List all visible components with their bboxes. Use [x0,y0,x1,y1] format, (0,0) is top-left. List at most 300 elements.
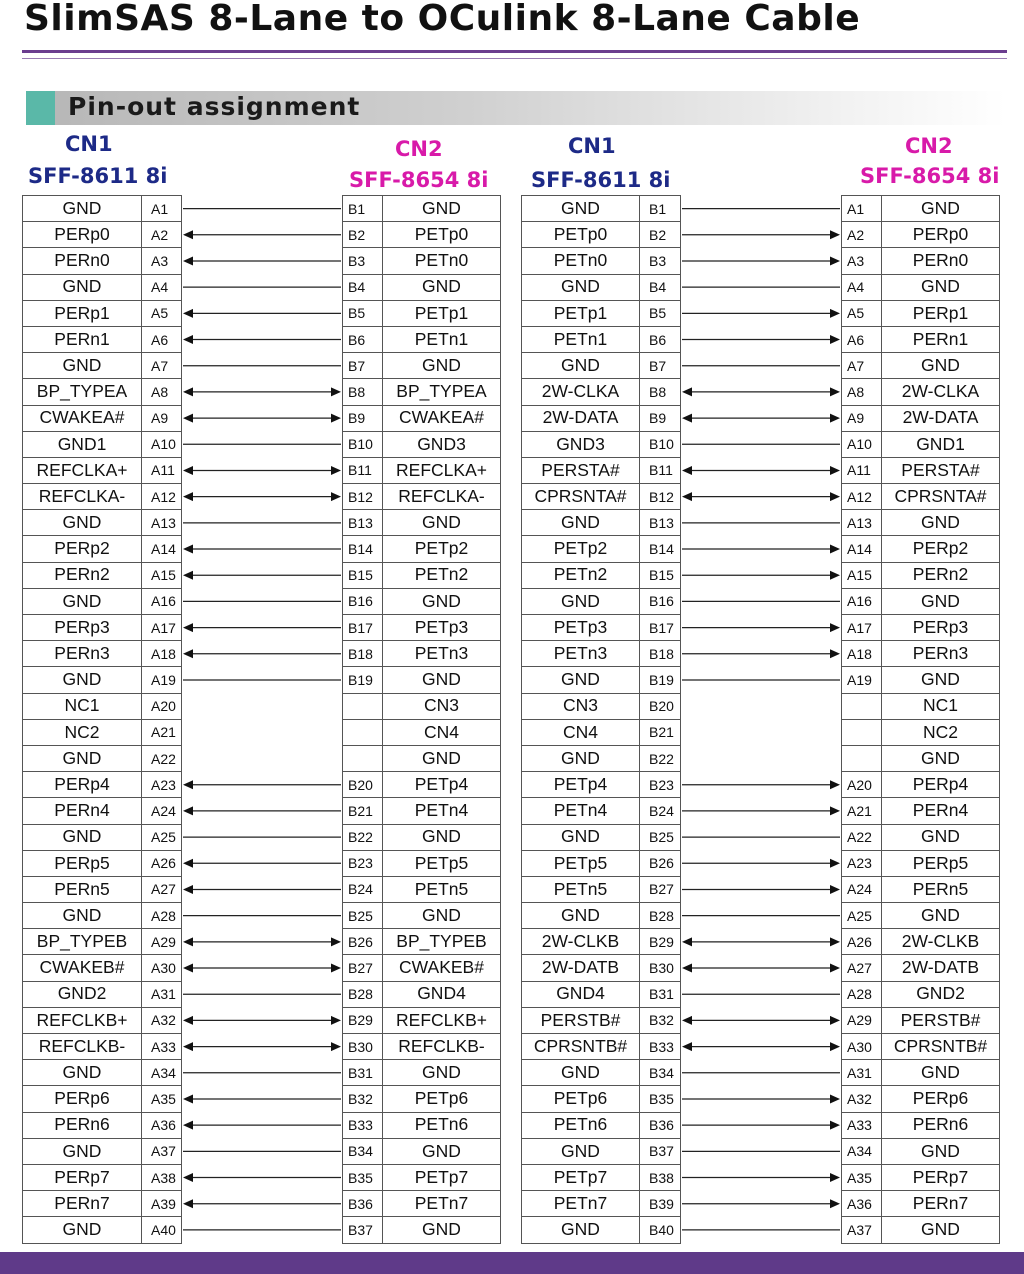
left-cn2-label: CN2 [395,137,443,161]
signal-name: GND [522,1060,640,1086]
pin-number: A5 [142,300,182,326]
signal-connection [183,1173,341,1182]
pin-number: A39 [142,1191,182,1217]
pin-number: A20 [142,693,182,719]
page-title: SlimSAS 8-Lane to OCulink 8-Lane Cable [24,0,861,39]
signal-name: PERn4 [882,798,1000,824]
signal-name: GND [383,667,501,693]
signal-connection [682,414,840,423]
pin-number: A25 [842,903,882,929]
pin-number: B31 [343,1060,383,1086]
signal-connection [682,466,840,475]
pin-number: A26 [142,850,182,876]
signal-connection [682,780,840,789]
signal-name: GND [522,824,640,850]
signal-connection [183,1121,341,1130]
pin-number: A13 [142,510,182,536]
signal-connection [183,649,341,658]
signal-name: GND [23,274,142,300]
signal-name: GND [383,745,501,771]
pin-number: B10 [343,431,383,457]
pin-number: B19 [343,667,383,693]
signal-name: PERp5 [23,850,142,876]
signal-connection [682,230,840,239]
signal-connection [682,492,840,501]
signal-name: GND [383,1060,501,1086]
signal-name: GND [23,588,142,614]
signal-name: REFCLKB- [383,1034,501,1060]
pin-number: B37 [640,1138,681,1164]
signal-name: 2W-DATB [522,955,640,981]
pin-number: A26 [842,929,882,955]
signal-name: GND [882,1138,1000,1164]
signal-name: GND1 [23,431,142,457]
signal-connection [682,1094,840,1103]
pin-number: B2 [640,222,681,248]
signal-name: PERn2 [882,562,1000,588]
pin-number: A33 [842,1112,882,1138]
pin-number: B13 [343,510,383,536]
signal-name: GND [522,274,640,300]
pin-number: B30 [640,955,681,981]
pin-number: A3 [142,248,182,274]
signal-connection [183,230,341,239]
pin-number: A36 [842,1191,882,1217]
signal-name: BP_TYPEB [383,929,501,955]
signal-name: CWAKEA# [23,405,142,431]
pin-number: A37 [142,1138,182,1164]
signal-connection [183,806,341,815]
pin-number: A2 [142,222,182,248]
pin-number: B34 [640,1060,681,1086]
pin-number: A27 [842,955,882,981]
pin-number: A15 [842,562,882,588]
signal-connection [682,256,840,265]
pin-number: B9 [640,405,681,431]
signal-name: PERn7 [23,1191,142,1217]
signal-name: PERp6 [882,1086,1000,1112]
signal-name: GND [882,667,1000,693]
pin-number: B15 [640,562,681,588]
signal-name: PETn1 [522,326,640,352]
signal-name: PERSTB# [522,1007,640,1033]
signal-name: PETp6 [522,1086,640,1112]
signal-name: GND [23,824,142,850]
signal-connection [183,309,341,318]
pin-number: A7 [142,353,182,379]
signal-connection [682,571,840,580]
signal-name: PERn1 [882,326,1000,352]
signal-name: GND [522,903,640,929]
signal-name: GND [522,667,640,693]
pin-number: A1 [142,196,182,222]
pin-number: B16 [343,588,383,614]
signal-name: PETn0 [383,248,501,274]
signal-name: GND [383,196,501,222]
signal-name: NC1 [23,693,142,719]
pin-number: B6 [343,326,383,352]
pin-number: A16 [842,588,882,614]
pin-number: A34 [142,1060,182,1086]
signal-name: PERn5 [23,876,142,902]
signal-name: PERp4 [882,772,1000,798]
pin-number: A4 [842,274,882,300]
pin-number: A10 [842,431,882,457]
signal-name: PERn2 [23,562,142,588]
signal-name: GND [882,510,1000,536]
pin-number: A24 [142,798,182,824]
pin-number: B32 [640,1007,681,1033]
signal-name: GND [23,667,142,693]
signal-name: CPRSNTA# [882,484,1000,510]
signal-name: PETn4 [383,798,501,824]
footer-bar [0,1252,1024,1274]
signal-name: GND [23,903,142,929]
signal-name: PERp0 [882,222,1000,248]
signal-name: GND [882,903,1000,929]
pin-number: B35 [343,1164,383,1190]
pin-number: B17 [343,615,383,641]
signal-connection [183,387,341,396]
pin-number: B32 [343,1086,383,1112]
pin-number: B14 [640,536,681,562]
signal-name: GND [882,353,1000,379]
pin-number: B11 [343,457,383,483]
signal-name: GND [23,353,142,379]
signal-name: GND2 [882,981,1000,1007]
signal-name: CWAKEB# [383,955,501,981]
signal-connection [183,780,341,789]
pin-number: B8 [640,379,681,405]
signal-name: PERSTB# [882,1007,1000,1033]
signal-name: 2W-DATA [882,405,1000,431]
signal-connection [183,1042,341,1051]
pin-number: A35 [842,1164,882,1190]
pin-number: A19 [842,667,882,693]
pin-number: B9 [343,405,383,431]
pin-number: A37 [842,1217,882,1243]
right-cn2-type: SFF-8654 8i [860,164,1000,188]
pin-number: B24 [343,876,383,902]
pin-number: B27 [640,876,681,902]
signal-name: GND [383,903,501,929]
signal-connection [682,964,840,973]
pin-number: A5 [842,300,882,326]
signal-name: 2W-CLKB [522,929,640,955]
signal-connection [183,859,341,868]
pin-number: A19 [142,667,182,693]
signal-name: GND [882,274,1000,300]
signal-name: GND [23,1217,142,1243]
pin-number: A30 [842,1034,882,1060]
pin-number: B12 [343,484,383,510]
signal-connection [183,256,341,265]
pin-number: A33 [142,1034,182,1060]
signal-name: GND [522,1217,640,1243]
signal-name: PETn7 [522,1191,640,1217]
pin-number: A32 [142,1007,182,1033]
pin-number: B31 [640,981,681,1007]
signal-name: GND3 [522,431,640,457]
pin-number: B39 [640,1191,681,1217]
signal-name: PERp3 [23,615,142,641]
signal-name: 2W-CLKB [882,929,1000,955]
pin-number: B18 [640,641,681,667]
signal-name: PETn2 [383,562,501,588]
signal-connection [183,545,341,554]
pin-number: B19 [640,667,681,693]
signal-name: GND [522,745,640,771]
left-cn1-label: CN1 [65,132,113,156]
pin-number: B36 [640,1112,681,1138]
pin-number: B2 [343,222,383,248]
signal-name: GND [383,274,501,300]
pin-number: B23 [640,772,681,798]
pin-number: B36 [343,1191,383,1217]
signal-name: PERn4 [23,798,142,824]
signal-name: PETp4 [383,772,501,798]
signal-name: BP_TYPEB [23,929,142,955]
pin-number: B7 [343,353,383,379]
pin-number: A23 [142,772,182,798]
pin-number: B21 [343,798,383,824]
signal-name: GND [882,588,1000,614]
signal-name: CPRSNTB# [522,1034,640,1060]
pin-number: B8 [343,379,383,405]
signal-name: PERp7 [882,1164,1000,1190]
section-title: Pin-out assignment [68,92,361,121]
pin-number: B20 [640,693,681,719]
pin-number: A30 [142,955,182,981]
signal-connection [183,623,341,632]
signal-connection [682,387,840,396]
signal-name: GND [383,510,501,536]
signal-name: PERp4 [23,772,142,798]
pin-number: B5 [343,300,383,326]
signal-name: PETp0 [522,222,640,248]
signal-name: PERn3 [882,641,1000,667]
pin-number: A8 [842,379,882,405]
signal-name: PETp0 [383,222,501,248]
signal-name: NC1 [882,693,1000,719]
signal-name: CN3 [383,693,501,719]
pin-number: A6 [842,326,882,352]
pin-number: A31 [142,981,182,1007]
pin-number: B40 [640,1217,681,1243]
pin-number: A22 [142,745,182,771]
signal-name: PETn0 [522,248,640,274]
signal-name: PERp2 [23,536,142,562]
signal-name: GND [23,745,142,771]
pin-number: A1 [842,196,882,222]
signal-name: CWAKEA# [383,405,501,431]
pin-number: B38 [640,1164,681,1190]
signal-name: PERSTA# [882,457,1000,483]
signal-name: CPRSNTA# [522,484,640,510]
pin-number: A35 [142,1086,182,1112]
signal-name: PERp6 [23,1086,142,1112]
pin-number: A4 [142,274,182,300]
signal-name: CN3 [522,693,640,719]
signal-connection [183,1199,341,1208]
pin-number: A14 [142,536,182,562]
pin-number: A9 [142,405,182,431]
pin-number: B3 [343,248,383,274]
signal-name: GND [882,745,1000,771]
signal-name: GND3 [383,431,501,457]
signal-connection [183,1016,341,1025]
pin-number: B5 [640,300,681,326]
signal-name: PERn1 [23,326,142,352]
signal-name: NC2 [23,719,142,745]
pin-number: B28 [343,981,383,1007]
pin-number: A31 [842,1060,882,1086]
pin-number: B16 [640,588,681,614]
signal-name: CN4 [383,719,501,745]
signal-name: PERp3 [882,615,1000,641]
signal-name: PETn5 [383,876,501,902]
signal-name: PETn6 [383,1112,501,1138]
right-cn1-label: CN1 [568,134,616,158]
signal-name: PETn4 [522,798,640,824]
pin-number: A6 [142,326,182,352]
pin-number: A24 [842,876,882,902]
pin-number: B28 [640,903,681,929]
signal-name: PERp7 [23,1164,142,1190]
pin-number: A38 [142,1164,182,1190]
signal-name: CPRSNTB# [882,1034,1000,1060]
signal-name: GND [522,1138,640,1164]
signal-name: PETn5 [522,876,640,902]
pin-number: B33 [343,1112,383,1138]
signal-name: CN4 [522,719,640,745]
pin-number: B10 [640,431,681,457]
signal-connection [183,937,341,946]
pin-number: A8 [142,379,182,405]
pin-number: A17 [142,615,182,641]
signal-connection [183,335,341,344]
pin-number: B6 [640,326,681,352]
signal-connection [183,492,341,501]
signal-connection [682,937,840,946]
pin-number: B22 [640,745,681,771]
pin-number: A40 [142,1217,182,1243]
signal-name: PETn3 [383,641,501,667]
pin-number: A21 [142,719,182,745]
signal-name: PERn3 [23,641,142,667]
pin-number: B24 [640,798,681,824]
pin-number: B29 [640,929,681,955]
right-cn1-type: SFF-8611 8i [531,168,671,192]
signal-name: GND4 [522,981,640,1007]
pin-number: A12 [842,484,882,510]
pin-number: B30 [343,1034,383,1060]
signal-name: PERn0 [23,248,142,274]
signal-connection [183,414,341,423]
signal-name: PETn6 [522,1112,640,1138]
pin-number: B7 [640,353,681,379]
signal-name: 2W-CLKA [882,379,1000,405]
signal-name: PETp7 [383,1164,501,1190]
pin-number: B22 [343,824,383,850]
signal-connection [682,545,840,554]
pin-number: B33 [640,1034,681,1060]
signal-name: GND [522,353,640,379]
signal-name: REFCLKB+ [383,1007,501,1033]
pin-number: A21 [842,798,882,824]
pin-number: A29 [142,929,182,955]
signal-name: GND1 [882,431,1000,457]
signal-connection [183,466,341,475]
pin-number: B1 [343,196,383,222]
pin-number: B14 [343,536,383,562]
signal-name: GND [383,1217,501,1243]
signal-name: REFCLKA+ [23,457,142,483]
pin-number: A11 [842,457,882,483]
signal-name: PETp1 [383,300,501,326]
signal-connection [682,859,840,868]
signal-name: GND [23,510,142,536]
pin-number: B35 [640,1086,681,1112]
pin-number: A7 [842,353,882,379]
pin-number: B20 [343,772,383,798]
signal-name: GND [23,196,142,222]
pin-number: B18 [343,641,383,667]
signal-connection [682,1016,840,1025]
pin-number: A17 [842,615,882,641]
signal-name: PERp2 [882,536,1000,562]
pin-number: A23 [842,850,882,876]
left-cn2-type: SFF-8654 8i [349,168,489,192]
signal-connection [183,885,341,894]
signal-connection [682,1173,840,1182]
pin-number: A29 [842,1007,882,1033]
pin-number: A9 [842,405,882,431]
signal-connection [682,806,840,815]
signal-connection [682,335,840,344]
signal-connection [682,1199,840,1208]
signal-name: PETp4 [522,772,640,798]
pin-number: A20 [842,772,882,798]
pin-number: B29 [343,1007,383,1033]
signal-name: GND [522,196,640,222]
signal-name: PERn5 [882,876,1000,902]
pin-number: B1 [640,196,681,222]
pin-number: A34 [842,1138,882,1164]
signal-name: GND [882,1060,1000,1086]
pin-number: A16 [142,588,182,614]
signal-name: GND [522,510,640,536]
signal-name: BP_TYPEA [383,379,501,405]
signal-name: PETp3 [522,615,640,641]
signal-name: GND [383,824,501,850]
pin-number: B27 [343,955,383,981]
left-cn1-type: SFF-8611 8i [28,164,168,188]
signal-name: GND [383,1138,501,1164]
signal-name: CWAKEB# [23,955,142,981]
pin-number: A25 [142,824,182,850]
signal-name: GND4 [383,981,501,1007]
signal-connection [682,309,840,318]
signal-name: 2W-DATB [882,955,1000,981]
signal-name: GND [882,824,1000,850]
pin-number: B4 [343,274,383,300]
pin-number: B3 [640,248,681,274]
signal-name: PETp1 [522,300,640,326]
pin-number: A28 [142,903,182,929]
pin-number: A18 [842,641,882,667]
signal-name: PERn6 [882,1112,1000,1138]
